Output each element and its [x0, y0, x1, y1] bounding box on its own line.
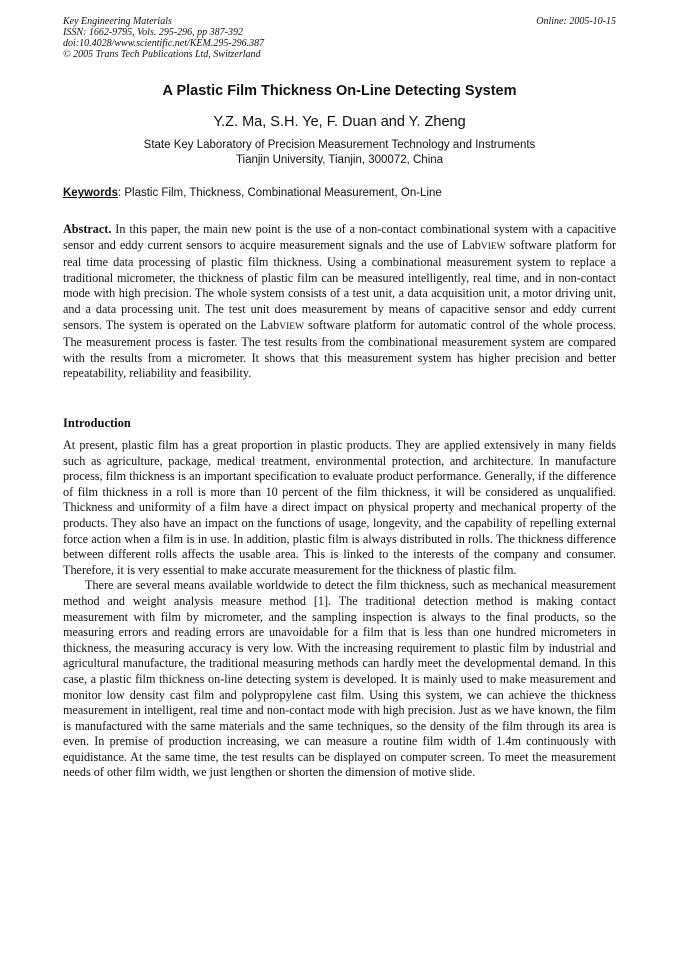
keywords-label: Keywords: [63, 187, 118, 199]
labview-view-2: VIEW: [279, 321, 305, 332]
journal-doi: doi:10.4028/www.scientific.net/KEM.295-296.387: [63, 38, 265, 49]
keywords-text: Plastic Film, Thickness, Combinational Measurement, On-Line: [124, 187, 442, 199]
journal-copyright: © 2005 Trans Tech Publications Ltd, Switzerland: [63, 49, 261, 60]
introduction-heading: Introduction: [63, 416, 131, 430]
affiliation-line-1: State Key Laboratory of Precision Measurement Technology and Instruments: [143, 139, 536, 151]
introduction-body: [63, 438, 616, 781]
online-date: Online: 2005-10-15: [536, 16, 616, 27]
abstract: [63, 222, 616, 382]
paper-affiliation: [63, 138, 616, 168]
abstract-text-3: software platform for automatic control of the whole process. The measurement process is faster. The test results from the combinational measurement system are compared with the results from a micrometer. It shows that this measurement system has higher precision and better repeatability, reliability and feasibility.: [63, 317, 616, 381]
abstract-label: Abstract.: [63, 222, 112, 236]
introduction-paragraph-2: There are several means available worldwide to detect the film thickness, such as mechanical measurement method and weight analysis measure method [1]. The traditional detection method is making contact measurement with film by micrometer, and the sampling inspection is always to the final products, so the measuring errors and reading errors are unavoidable for a film that is less than one hundred micrometers in thickness, the measuring accuracy is very low. With the increasing requirement to plastic film by industrial and agricultural manufacture, the traditional measuring methods can hardly meet the developmental demand. In this case, a plastic film thickness on-line detecting system is developed. It is mainly used to make measurement and monitor low density cast film and polypropylene cast film. Using this system, we can achieve the thickness measurement in intelligent, real time and non-contact mode with high precision. Just as we have known, the film is manufactured with the same materials and the same techniques, so the density of the film through its area is even. In premise of production increasing, we can measure a routine film width of 1.4m continuously with equidistance. At the same time, the test results can be displayed on computer screen. To meet the measurement needs of other film width, we just lengthen or shorten the dimension of motive slide.: [63, 578, 616, 780]
labview-lab-1: Lab: [461, 237, 481, 252]
labview-lab-2: Lab: [260, 317, 280, 332]
journal-issn: ISSN: 1662-9795, Vols. 295-296, pp 387-392: [63, 27, 243, 38]
abstract-text-1: In this paper, the main new point is the use of a non-contact combinational system with a capacitive sensor and eddy current sensors to acquire measurement signals and the use of: [63, 222, 616, 252]
introduction-paragraph-1: At present, plastic film has a great proportion in plastic products. They are applied extensively in many fields such as agriculture, package, medical treatment, environmental protection, and architecture. In manufacture process, film thickness is an important specification to evaluate product performance. Generally, if the difference of film thickness in a roll is more than 10 percent of the film thickness, it will be considered as unqualified. Thickness and uniformity of a film have a direct impact on physical property and mechanical property of the products. They also have an impact on the functions of usage, longevity, and the capability of repelling external force action when a film is in use. In addition, plastic film is always distributed in rolls. The thickness difference between different rolls affects the usable area. This is linked to the interests of the company and consumer. Therefore, it is very essential to make accurate measurement for the thickness of plastic film.: [63, 438, 616, 577]
journal-header: [63, 16, 616, 60]
affiliation-line-2: Tianjin University, Tianjin, 300072, China: [235, 154, 444, 166]
keywords: [63, 186, 616, 201]
abstract-text-2: software platform for real time data processing of plastic film thickness. Using a combinational measurement system to replace a traditional micrometer, the thickness of plastic film can be measured intelligently, real time, and in non-contact mode with high precision. The whole system consists of a test unit, a data acquisition unit, a motor driving unit, and a data processing unit. The test unit does measurement by means of capacitive sensor and eddy current sensors. The system is operated on the: [63, 237, 617, 332]
keywords-separator: :: [117, 187, 125, 199]
paper-title: A Plastic Film Thickness On-Line Detecting System: [162, 83, 517, 99]
journal-name: Key Engineering Materials: [63, 16, 172, 27]
labview-view-1: VIEW: [480, 241, 506, 252]
paper-authors: Y.Z. Ma, S.H. Ye, F. Duan and Y. Zheng: [213, 114, 466, 130]
